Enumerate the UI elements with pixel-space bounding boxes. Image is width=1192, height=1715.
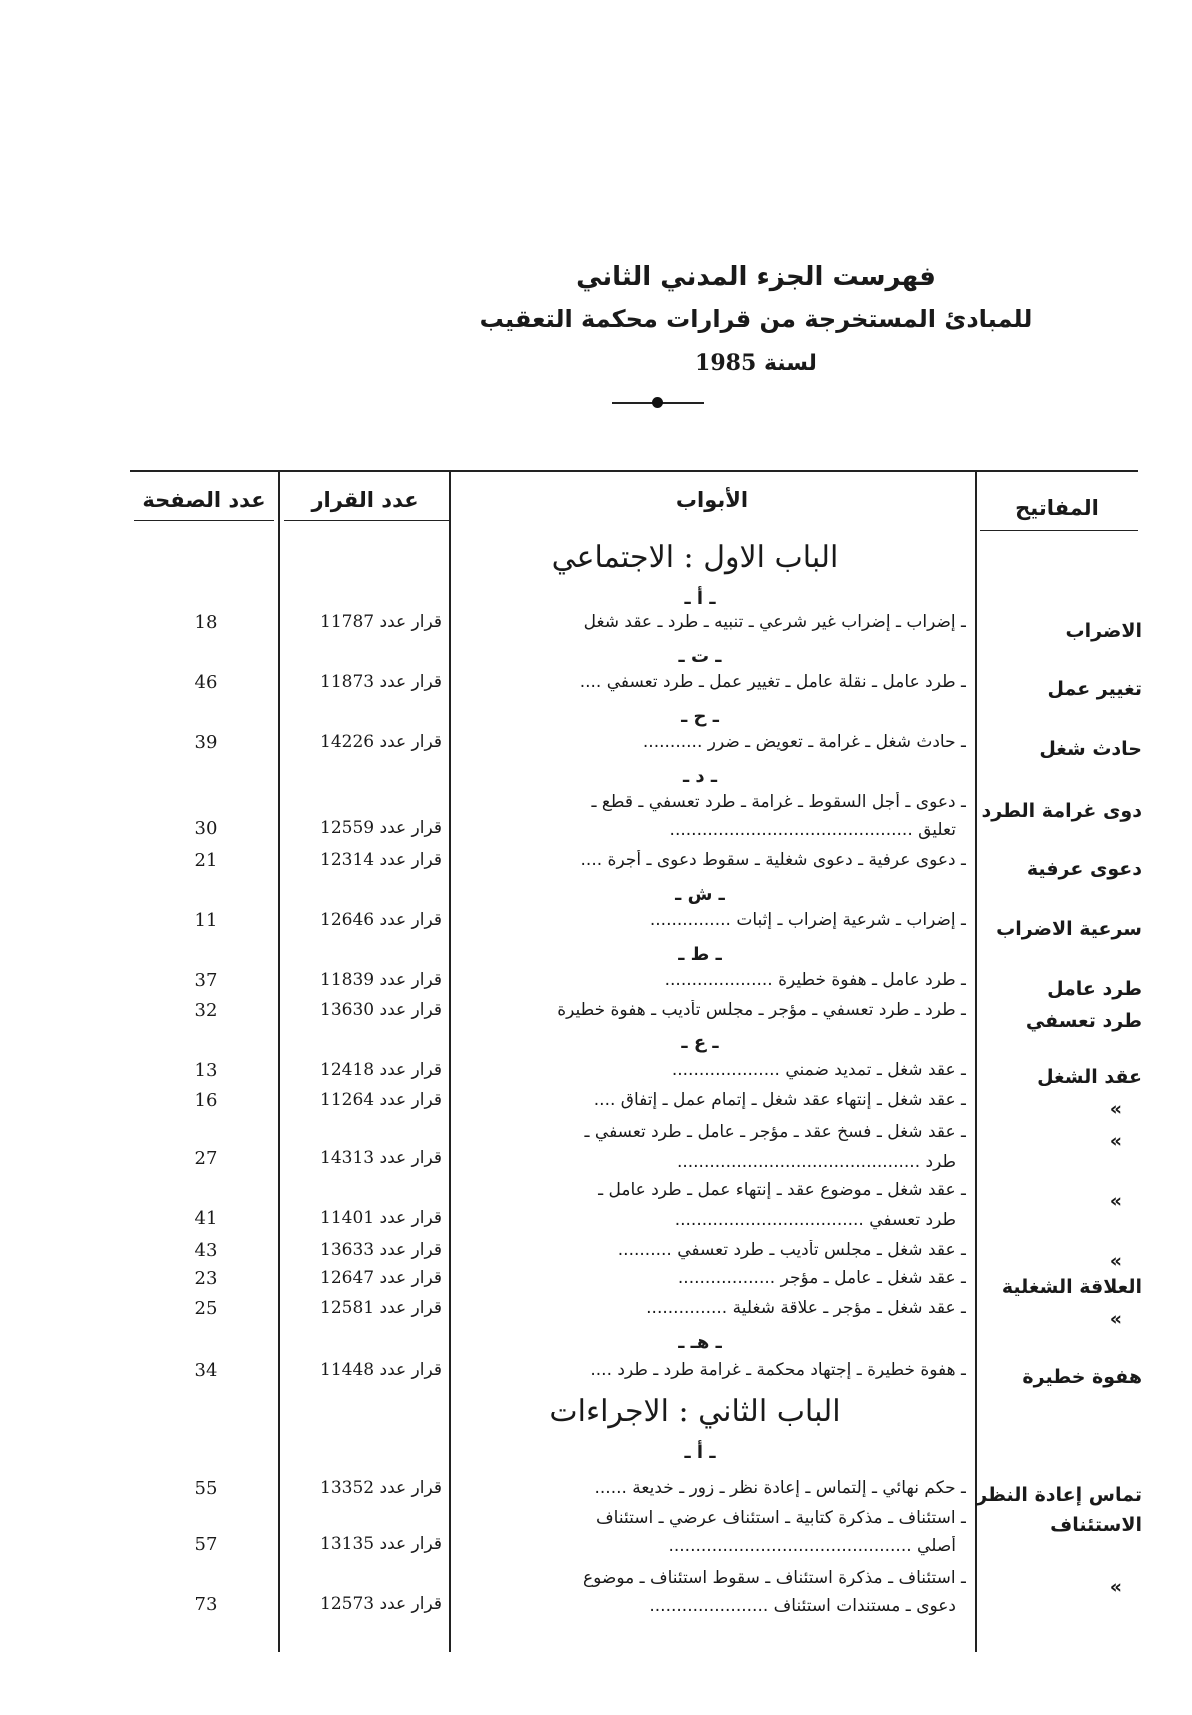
row-decision: قرار عدد 12418	[320, 1060, 442, 1080]
year-value: 1985	[695, 350, 757, 376]
row-description: ـ عقد شغل ـ إنتهاء عقد شغل ـ إتمام عمل ـ إتفاق ....	[593, 1090, 966, 1110]
letter-heading: ـ ط ـ	[678, 944, 722, 965]
ornament-divider	[612, 402, 704, 404]
row-key: العلاقة الشغلية	[1001, 1276, 1142, 1298]
row-page: 11	[194, 910, 218, 931]
row-page: 43	[194, 1240, 218, 1261]
row-page: 32	[194, 1000, 218, 1021]
row-description: ـ عقد شغل ـ تمديد ضمني ....................	[671, 1060, 966, 1080]
table-row	[0, 970, 1192, 1004]
table-row	[0, 1568, 1192, 1628]
col-header-pages: عدد الصفحة	[142, 488, 266, 512]
row-page: 13	[194, 1060, 218, 1081]
row-key: »	[1109, 1308, 1122, 1330]
row-description: ـ حادث شغل ـ غرامة ـ تعويض ـ ضرر ...........	[642, 732, 966, 752]
row-description: ـ طرد عامل ـ نقلة عامل ـ تغيير عمل ـ طرد تعسفي ....	[579, 672, 966, 692]
row-description: ـ عقد شغل ـ مؤجر ـ علاقة شغلية ...............	[646, 1298, 966, 1318]
letter-heading: ـ أ ـ	[684, 588, 716, 609]
row-page: 34	[194, 1360, 218, 1381]
row-description: ـ عقد شغل ـ موضوع عقد ـ إنتهاء عمل ـ طرد عامل ـ	[598, 1180, 966, 1200]
col-header-keys: المفاتيح	[1015, 496, 1099, 520]
row-page: 23	[194, 1268, 218, 1289]
row-key: تغيير عمل	[1047, 678, 1142, 700]
row-decision: قرار عدد 12581	[320, 1298, 442, 1318]
row-decision: قرار عدد 13352	[320, 1478, 442, 1498]
row-description: ـ عقد شغل ـ مجلس تأديب ـ طرد تعسفي ..........	[617, 1240, 966, 1260]
row-page: 25	[194, 1298, 218, 1319]
row-decision: قرار عدد 11448	[320, 1360, 442, 1380]
table-row	[0, 850, 1192, 884]
table-row	[0, 1122, 1192, 1182]
row-decision: قرار عدد 12314	[320, 850, 442, 870]
row-key: طرد تعسفي	[1025, 1010, 1142, 1032]
row-key: تماس إعادة النظر	[976, 1484, 1142, 1506]
row-description-cont: تعليق .............................................	[669, 820, 956, 840]
row-description: ـ دعوى عرفية ـ دعوى شغلية ـ سقوط دعوى ـ أجرة ....	[580, 850, 966, 870]
row-page: 21	[194, 850, 218, 871]
row-key: طرد عامل	[1047, 978, 1142, 1000]
table-row	[0, 672, 1192, 706]
row-decision: قرار عدد 11401	[320, 1208, 442, 1228]
row-key: »	[1109, 1130, 1122, 1152]
row-decision: قرار عدد 12559	[320, 818, 442, 838]
row-description-cont: أصلي .............................................	[668, 1536, 956, 1556]
row-key: سرعية الاضراب	[996, 918, 1142, 940]
row-decision: قرار عدد 12646	[320, 910, 442, 930]
row-key: حادث شغل	[1039, 738, 1142, 760]
row-description: ـ هفوة خطيرة ـ إجتهاد محكمة ـ غرامة طرد ـ طرد ....	[590, 1360, 966, 1380]
row-page: 16	[194, 1090, 218, 1111]
row-decision: قرار عدد 13135	[320, 1534, 442, 1554]
row-decision: قرار عدد 11873	[320, 672, 442, 692]
header-underline-keys	[980, 530, 1138, 531]
table-row	[0, 1090, 1192, 1124]
year-label: لسنة	[763, 351, 817, 376]
table-row	[0, 1298, 1192, 1332]
row-page: 18	[194, 612, 218, 633]
chapter-title: الباب الاول : الاجتماعي	[551, 540, 839, 575]
header-underline-decisions	[284, 520, 449, 521]
row-page: 55	[194, 1478, 218, 1499]
row-page: 27	[194, 1148, 218, 1169]
row-description: ـ دعوى ـ أجل السقوط ـ غرامة ـ طرد تعسفي ـ قطع ـ	[591, 792, 966, 812]
row-description: ـ استئناف ـ مذكرة استئناف ـ سقوط استئناف ـ موضوع	[582, 1568, 966, 1588]
row-page: 37	[194, 970, 218, 991]
row-key: »	[1109, 1576, 1122, 1598]
chapter-title: الباب الثاني : الاجراءات	[549, 1394, 841, 1429]
row-page: 73	[194, 1594, 218, 1615]
letter-heading: ـ أ ـ	[684, 1442, 716, 1463]
row-description-cont: طرد .............................................	[676, 1152, 956, 1172]
row-key: »	[1109, 1098, 1122, 1120]
row-key: »	[1109, 1190, 1122, 1212]
row-decision: قرار عدد 14313	[320, 1148, 442, 1168]
row-decision: قرار عدد 14226	[320, 732, 442, 752]
row-decision: قرار عدد 11839	[320, 970, 442, 990]
index-subtitle: للمبادئ المستخرجة من قرارات محكمة التعقيب	[479, 305, 1033, 333]
row-key: الاستئناف	[1050, 1514, 1142, 1536]
row-decision: قرار عدد 12647	[320, 1268, 442, 1288]
table-row	[0, 1000, 1192, 1034]
row-description-cont: دعوى ـ مستندات استئناف ......................	[649, 1596, 956, 1616]
row-page: 46	[194, 672, 218, 693]
table-row	[0, 1360, 1192, 1394]
table-row	[0, 910, 1192, 944]
table-row	[0, 1060, 1192, 1094]
row-decision: قرار عدد 13633	[320, 1240, 442, 1260]
table-row	[0, 1180, 1192, 1240]
row-key: دوى غرامة الطرد	[981, 800, 1142, 822]
index-title: فهرست الجزء المدني الثاني	[576, 262, 936, 292]
row-key: »	[1109, 1250, 1122, 1272]
row-description: ـ عقد شغل ـ عامل ـ مؤجر ..................	[677, 1268, 966, 1288]
table-row	[0, 792, 1192, 852]
row-description: ـ إضراب ـ إضراب غير شرعي ـ تنبيه ـ طرد ـ عقد شغل	[583, 612, 966, 632]
table-row	[0, 1478, 1192, 1512]
row-key: عقد الشغل	[1037, 1066, 1142, 1088]
row-key: الاضراب	[1065, 620, 1142, 642]
letter-heading: ـ ع ـ	[681, 1032, 719, 1053]
letter-heading: ـ د ـ	[682, 766, 718, 787]
table-top-rule	[130, 470, 1138, 472]
row-description: ـ إضراب ـ شرعية إضراب ـ إثبات ...............	[649, 910, 966, 930]
row-decision: قرار عدد 12573	[320, 1594, 442, 1614]
row-decision: قرار عدد 11787	[320, 612, 442, 632]
row-page: 41	[194, 1208, 218, 1229]
row-decision: قرار عدد 13630	[320, 1000, 442, 1020]
col-header-decisions: عدد القرار	[311, 488, 419, 512]
row-page: 30	[194, 818, 218, 839]
row-description: ـ طرد ـ طرد تعسفي ـ مؤجر ـ مجلس تأديب ـ هفوة خطيرة	[557, 1000, 966, 1020]
row-page: 39	[194, 732, 218, 753]
row-description: ـ استئناف ـ مذكرة كتابية ـ استئناف عرضي ـ استئناف	[596, 1508, 966, 1528]
table-row	[0, 612, 1192, 646]
table-row	[0, 732, 1192, 766]
row-description: ـ طرد عامل ـ هفوة خطيرة ....................	[664, 970, 966, 990]
row-description: ـ حكم نهائي ـ إلتماس ـ إعادة نظر ـ زور ـ خديعة ......	[594, 1478, 966, 1498]
table-row	[0, 1268, 1192, 1302]
letter-heading: ـ هـ ـ	[678, 1332, 722, 1353]
col-header-chapters: الأبواب	[675, 488, 749, 512]
row-page: 57	[194, 1534, 218, 1555]
row-key: دعوى عرفية	[1026, 858, 1142, 880]
letter-heading: ـ ت ـ	[678, 646, 722, 667]
row-description: ـ عقد شغل ـ فسخ عقد ـ مؤجر ـ عامل ـ طرد تعسفي ـ	[584, 1122, 966, 1142]
row-decision: قرار عدد 11264	[320, 1090, 442, 1110]
letter-heading: ـ ح ـ	[681, 706, 719, 727]
header-underline-pages	[134, 520, 274, 521]
row-key: هفوة خطيرة	[1022, 1366, 1142, 1388]
index-year-line	[160, 350, 1192, 376]
table-row	[0, 1508, 1192, 1568]
row-description-cont: طرد تعسفي ...................................	[674, 1210, 956, 1230]
letter-heading: ـ ش ـ	[675, 884, 725, 905]
